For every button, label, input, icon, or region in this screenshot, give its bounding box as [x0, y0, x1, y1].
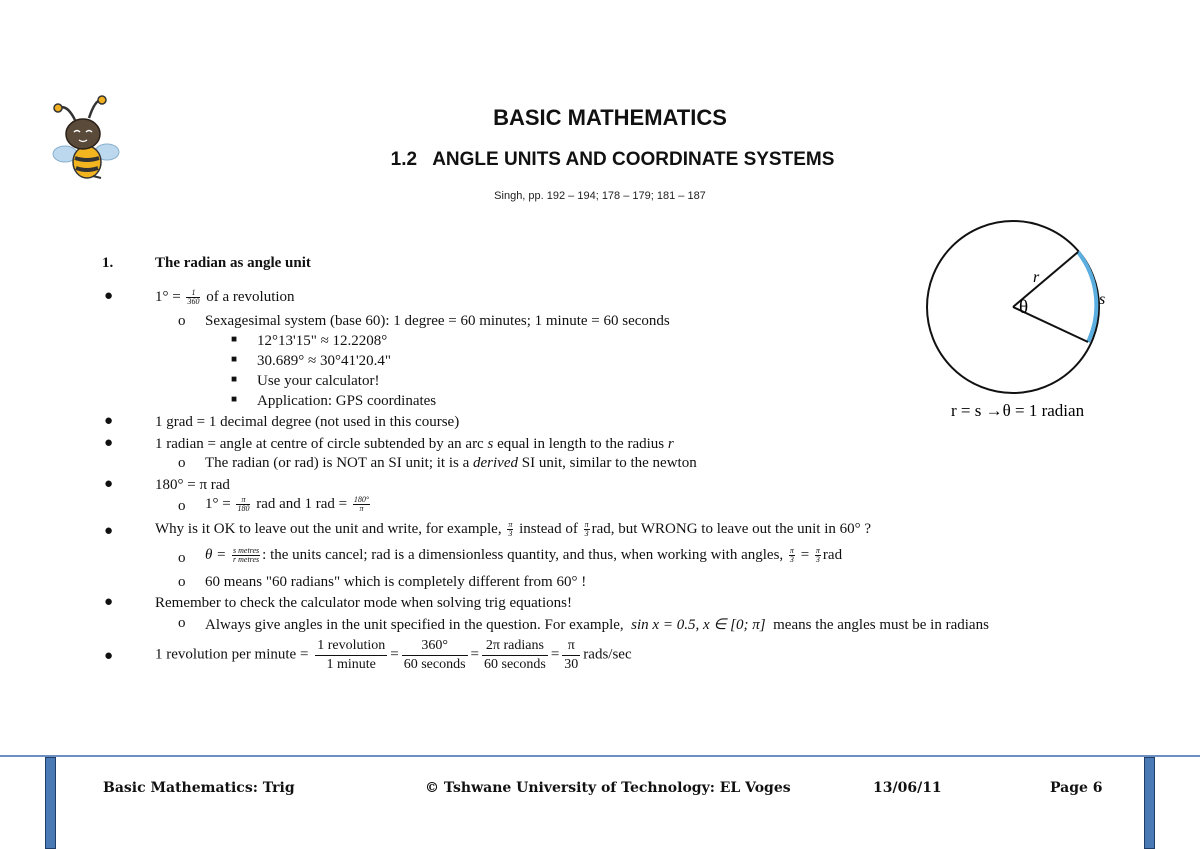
footer-date: 13/06/11: [873, 780, 942, 796]
list-item: 30.689° ≈ 30°41'20.4": [257, 353, 392, 369]
fraction: [562, 637, 580, 673]
subsection-title: The radian as angle unit: [155, 255, 311, 271]
text-fragment: instead of: [519, 521, 578, 537]
fraction: [236, 496, 250, 513]
list-item: 180° = π rad: [155, 477, 230, 493]
text-fragment: rads/sec: [583, 646, 632, 663]
list-item: 1 grad = 1 decimal degree (not used in this course): [155, 414, 460, 430]
circle-bullet-icon: o: [178, 574, 186, 590]
fraction-denominator: 3: [584, 529, 589, 539]
bullet-icon: ●: [104, 648, 114, 664]
list-item: Application: GPS coordinates: [257, 393, 437, 409]
text-fragment: 1° =: [205, 496, 231, 512]
footer-rule: [0, 755, 1200, 757]
fraction: [482, 637, 548, 673]
diagram-caption: r = s →θ = 1 radian: [951, 401, 1085, 420]
list-item: [205, 455, 697, 472]
arc-s: [1078, 252, 1096, 342]
list-item: [155, 436, 674, 453]
fraction-denominator: 3: [508, 529, 513, 539]
text-fragment: 1 radian = angle at centre of circle subtended by an arc: [155, 436, 484, 452]
fraction-numerator: s metres: [233, 546, 260, 556]
text-fragment: SI unit, similar to the newton: [521, 455, 697, 471]
fraction-denominator: 3: [789, 555, 794, 565]
section-heading-number: 1.2: [390, 149, 418, 170]
math-variable: r: [667, 436, 674, 452]
list-item: [205, 547, 842, 564]
bullet-icon: ●: [104, 435, 114, 451]
text-fragment: Always give angles in the unit specified in the question. For example,: [205, 617, 624, 633]
fraction-numerator: 2π radians: [482, 637, 548, 656]
fraction: [315, 637, 387, 673]
section-heading: [0, 149, 1200, 171]
equals-sign: =: [800, 547, 810, 563]
fraction-denominator: 180: [237, 504, 250, 514]
circle-bullet-icon: o: [178, 455, 186, 471]
page-title: BASIC MATHEMATICS: [493, 105, 727, 130]
text-fragment: : the units cancel; rad is a dimensionless quantity, and thus, when working with angles,: [262, 547, 784, 563]
section-heading-text: ANGLE UNITS AND COORDINATE SYSTEMS: [432, 149, 835, 170]
list-item: Sexagesimal system (base 60): 1 degree = 60 minutes; 1 minute = 60 seconds: [205, 313, 670, 329]
list-item: 12°13'15" ≈ 12.2208°: [257, 333, 388, 349]
fraction-numerator: 1 revolution: [315, 637, 387, 656]
circle-bullet-icon: o: [178, 615, 186, 631]
text-fragment: θ =: [205, 547, 227, 563]
text-fragment: Why is it OK to leave out the unit and write, for example,: [155, 521, 502, 537]
text-fragment-italic: derived: [473, 455, 518, 471]
fraction: [402, 637, 468, 673]
fraction-numerator: π: [562, 637, 580, 656]
fraction-numerator: 180°: [353, 495, 370, 505]
square-bullet-icon: ■: [231, 354, 238, 365]
text-fragment: equal in length to the radius: [497, 436, 665, 452]
fraction-numerator: π: [508, 520, 513, 530]
fraction: [815, 547, 821, 564]
circle-bullet-icon: o: [178, 313, 186, 329]
fraction-numerator: π: [584, 520, 589, 530]
text-fragment: rad and 1 rad =: [256, 496, 348, 512]
square-bullet-icon: ■: [231, 334, 238, 345]
list-item: [155, 289, 295, 306]
footer-bar-right: [1144, 757, 1155, 849]
text-fragment: rad: [822, 547, 843, 563]
list-item: [155, 521, 871, 538]
radian-circle-diagram: [915, 220, 1115, 420]
fraction-denominator: r metres: [233, 555, 260, 565]
math-expression: sin x = 0.5, x ∈ [0; π]: [631, 617, 766, 633]
fraction-denominator: 360: [187, 297, 200, 307]
bullet-icon: ●: [104, 594, 114, 610]
label-theta: θ: [1019, 297, 1029, 318]
label-r: r: [1033, 269, 1040, 286]
bullet-icon: ●: [104, 523, 114, 539]
list-item: [205, 615, 989, 634]
fraction: [232, 547, 260, 564]
text-fragment: rad, but WRONG to leave out the unit in 60° ?: [591, 521, 872, 537]
equals-sign: =: [550, 646, 560, 663]
equals-sign: =: [470, 646, 479, 663]
bullet-icon: ●: [104, 413, 114, 429]
list-item: Use your calculator!: [257, 373, 380, 389]
circle-bullet-icon: o: [178, 550, 186, 566]
text-fragment: 1° =: [155, 289, 181, 305]
fraction-numerator: 360°: [402, 637, 468, 656]
fraction: [353, 496, 370, 513]
footer-course: Basic Mathematics: Trig: [103, 780, 295, 796]
list-item: [155, 637, 632, 673]
fraction-numerator: π: [789, 546, 794, 556]
fraction-numerator: π: [236, 496, 250, 505]
footer-page-number: Page 6: [1050, 780, 1103, 796]
fraction: [186, 289, 200, 306]
footer-bar-left: [45, 757, 56, 849]
fraction-numerator: π: [815, 546, 820, 556]
circle-bullet-icon: o: [178, 498, 186, 514]
list-item: Remember to check the calculator mode when solving trig equations!: [155, 595, 572, 611]
fraction-denominator: 60 seconds: [403, 656, 466, 672]
fraction-denominator: 60 seconds: [484, 656, 546, 672]
fraction-denominator: 30: [564, 656, 579, 672]
bullet-icon: ●: [104, 288, 114, 304]
reference-text: Singh, pp. 192 – 194; 178 – 179; 181 – 187: [494, 190, 706, 202]
square-bullet-icon: ■: [231, 394, 238, 405]
equals-sign: =: [390, 646, 399, 663]
subsection-number: 1.: [102, 255, 114, 271]
label-s: s: [1099, 291, 1106, 308]
text-fragment: means the angles must be in radians: [773, 617, 989, 633]
fraction-denominator: 1 minute: [326, 656, 376, 672]
text-fragment: The radian (or rad) is NOT an SI unit; it is a: [205, 455, 470, 471]
fraction-denominator: 3: [815, 555, 820, 565]
list-item: [205, 496, 372, 513]
math-variable: s: [487, 436, 494, 452]
fraction-numerator: 1: [186, 289, 200, 298]
list-item: 60 means "60 radians" which is completely different from 60° !: [205, 574, 587, 590]
fraction: [789, 547, 795, 564]
bullet-icon: ●: [104, 476, 114, 492]
fraction: [584, 521, 590, 538]
fraction-denominator: π: [359, 504, 364, 514]
text-fragment: 1 revolution per minute =: [155, 646, 309, 663]
text-fragment: of a revolution: [206, 289, 295, 305]
square-bullet-icon: ■: [231, 374, 238, 385]
fraction: [507, 521, 513, 538]
footer-copyright: © Tshwane University of Technology: EL Voges: [425, 780, 791, 796]
